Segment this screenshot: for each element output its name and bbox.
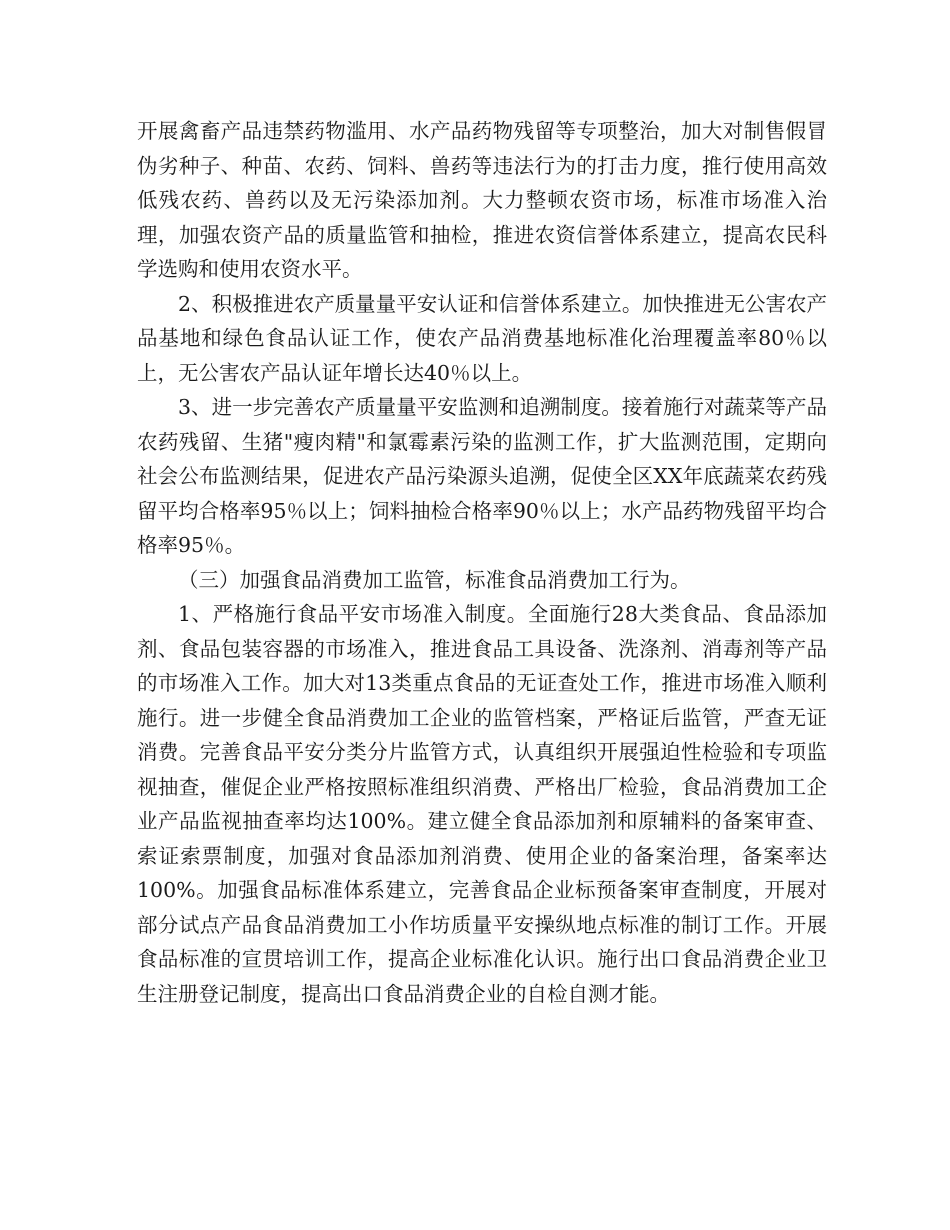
paragraph-item-3: 3、进一步完善农产质量量平安监测和追溯制度。接着施行对蔬菜等产品农药残留、生猪"瘦肉精"和氯霉素污染的监测工作，扩大监测范围，定期向社会公布监测结果，促进农产品污染源头追溯，促使全区XX年底蔬菜农药残留平均合格率95％以上；饲料抽检合格率90％以上；水产品药物残留平均合格率95％。 (137, 395, 827, 557)
paragraph-continuation: 开展禽畜产品违禁药物滥用、水产品药物残留等专项整治，加大对制售假冒伪劣种子、种苗、农药、饲料、兽药等违法行为的打击力度，推行使用高效低残农药、兽药以及无污染添加剂。大力整顿农资市场，标准市场准入治理，加强农资产品的质量监管和抽检，推进农资信誉体系建立，提高农民科学选购和使用农资水平。 (137, 119, 827, 281)
document-body (137, 114, 827, 1011)
section-heading-3: （三）加强食品消费加工监管，标准食品消费加工行为。 (178, 567, 691, 592)
paragraph-item-1: 1、严格施行食品平安市场准入制度。全面施行28大类食品、食品添加剂、食品包装容器的市场准入，推进食品工具设备、洗涤剂、消毒剂等产品的市场准入工作。加大对13类重点食品的无证查处工作，推进市场准入顺利施行。进一步健全食品消费加工企业的监管档案，严格证后监管，严查无证消费。完善食品平安分类分片监管方式，认真组织开展强迫性检验和专项监视抽查，催促企业严格按照标准组织消费、严格出厂检验，食品消费加工企业产品监视抽查率均达100%。建立健全食品添加剂和原辅料的备案审查、索证索票制度，加强对食品添加剂消费、使用企业的备案治理，备案率达100%。加强食品标准体系建立，完善食品企业标预备案审查制度，开展对部分试点产品食品消费加工小作坊质量平安操纵地点标准的制订工作。开展食品标准的宣贯培训工作，提高企业标准化认识。施行出口食品消费企业卫生注册登记制度，提高出口食品消费企业的自检自测才能。 (137, 602, 827, 1006)
paragraph-item-2: 2、积极推进农产质量量平安认证和信誉体系建立。加快推进无公害农产品基地和绿色食品认证工作，使农产品消费基地标准化治理覆盖率80％以上，无公害农产品认证年增长达40％以上。 (137, 291, 827, 385)
